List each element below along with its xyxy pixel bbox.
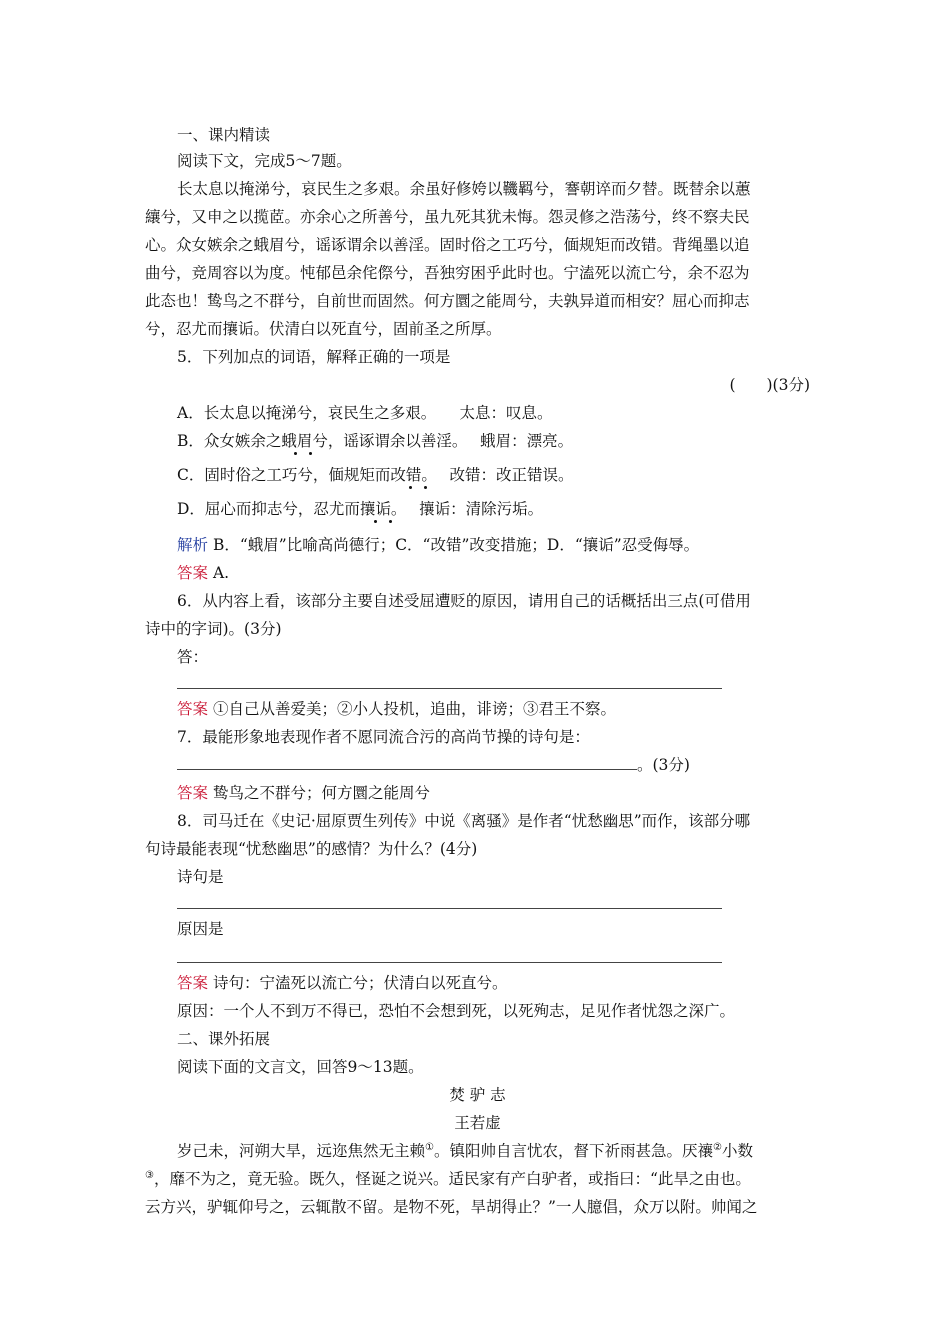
passage-line: 兮，忍尤而攘诟。伏清白以死直兮，固前圣之所厚。 bbox=[145, 320, 502, 338]
option-a: A．长太息以掩涕兮，哀民生之多艰。 太息：叹息。 bbox=[177, 404, 553, 422]
emphasis-dots bbox=[292, 452, 322, 456]
article-line: 岁己未，河朔大旱，远迩焦然无主赖①。镇阳帅自言忧农，督下祈雨甚急。厌禳②小数 bbox=[177, 1141, 753, 1160]
passage-line: 长太息以掩涕兮，哀民生之多艰。余虽好修姱以鞿羁兮，謇朝谇而夕替。既替余以蕙 bbox=[177, 180, 751, 198]
answer-line bbox=[177, 908, 722, 909]
answer-label: 答案 bbox=[177, 564, 209, 582]
instruction-2: 阅读下面的文言文，回答9～13题。 bbox=[177, 1058, 424, 1076]
answer-label: 答案 bbox=[177, 700, 209, 718]
emphasis-dots bbox=[407, 486, 437, 490]
article-author: 王若虚 bbox=[454, 1114, 501, 1132]
emphasis-dots bbox=[372, 520, 402, 524]
passage-line: 纕兮，又申之以揽茝。亦余心之所善兮，虽九死其犹未悔。怨灵修之浩荡兮，终不察夫民 bbox=[145, 208, 750, 226]
question-8-stem: 8．司马迁在《史记·屈原贾生列传》中说《离骚》是作者“忧愁幽思”而作，该部分哪 bbox=[177, 812, 751, 830]
question-8-stem-cont: 句诗最能表现“忧愁幽思”的感情？为什么？(4分) bbox=[145, 840, 478, 858]
poem-line-prompt: 诗句是 bbox=[177, 868, 224, 886]
answer-label: 答案 bbox=[177, 974, 209, 992]
answer-label: 答案 bbox=[177, 784, 209, 802]
answer-line bbox=[177, 688, 722, 689]
article-line: 云方兴，驴辄仰号之，云辄散不留。是物不死，旱胡得止？”一人臆倡，众万以附。帅闻之 bbox=[145, 1198, 758, 1216]
section2-title: 二、课外拓展 bbox=[177, 1030, 271, 1048]
question-5-answer bbox=[177, 562, 810, 584]
passage-line: 心。众女嫉余之蛾眉兮，谣诼谓余以善淫。固时俗之工巧兮，偭规矩而改错。背绳墨以追 bbox=[145, 236, 750, 254]
answer-text: 诗句：宁溘死以流亡兮；伏清白以死直兮。 bbox=[212, 974, 508, 992]
question-7-blank-line bbox=[177, 754, 810, 776]
analysis-label: 解析 bbox=[177, 536, 209, 554]
question-8-answer bbox=[177, 972, 810, 994]
footnote-marker: ③ bbox=[145, 1169, 154, 1181]
reason-prompt: 原因是 bbox=[177, 920, 224, 938]
option-b: B．众女嫉余之蛾眉兮，谣诼谓余以善淫。 蛾眉：漂亮。 bbox=[177, 432, 574, 450]
question-7-stem: 7．最能形象地表现作者不愿同流合污的高尚节操的诗句是： bbox=[177, 728, 590, 746]
section1-title: 一、课内精读 bbox=[177, 126, 271, 144]
question-6-answer bbox=[177, 698, 810, 720]
answer-text: 鸷鸟之不群兮；何方圜之能周兮 bbox=[212, 784, 430, 802]
question-5-stem: 5．下列加点的词语，解释正确的一项是 bbox=[177, 348, 451, 366]
answer-text: A. bbox=[212, 564, 230, 582]
article-line: ③，靡不为之，竟无验。既久，怪诞之说兴。适民家有产白驴者，或指曰：“此旱之由也。 bbox=[145, 1169, 751, 1188]
question-7-answer bbox=[177, 782, 810, 804]
question-6-stem: 6．从内容上看，该部分主要自述受屈遭贬的原因，请用自己的话概括出三点(可借用 bbox=[177, 592, 751, 610]
question-8-answer-reason: 原因：一个人不到万不得已，恐怕不会想到死，以死殉志，足见作者忧怨之深广。 bbox=[177, 1002, 736, 1020]
option-d: D．屈心而抑志兮，忍尤而攘诟。 攘诟：清除污垢。 bbox=[177, 500, 544, 518]
question-6-stem-cont: 诗中的字词)。(3分) bbox=[145, 620, 282, 638]
answer-blank bbox=[177, 755, 637, 770]
footnote-marker: ① bbox=[425, 1141, 434, 1153]
question-5-analysis bbox=[177, 534, 810, 556]
answer-prompt: 答： bbox=[177, 648, 209, 666]
article-title: 焚 驴 志 bbox=[449, 1086, 506, 1104]
question-5-score: ( )(3分) bbox=[729, 376, 810, 394]
instruction-1: 阅读下文，完成5～7题。 bbox=[177, 152, 352, 170]
passage-line: 此态也！鸷鸟之不群兮，自前世而固然。何方圜之能周兮，夫孰异道而相安？屈心而抑志 bbox=[145, 292, 750, 310]
footnote-marker: ② bbox=[713, 1141, 722, 1153]
passage-line: 曲兮，竞周容以为度。忳郁邑余侘傺兮，吾独穷困乎此时也。宁溘死以流亡兮，余不忍为 bbox=[145, 264, 750, 282]
answer-line bbox=[177, 962, 722, 963]
analysis-text: B．“蛾眉”比喻高尚德行；C．“改错”改变措施；D．“攘诟”忍受侮辱。 bbox=[212, 536, 700, 554]
option-c: C．固时俗之工巧兮，偭规矩而改错。 改错：改正错误。 bbox=[177, 466, 574, 484]
answer-text: ①自己从善爱美；②小人投机，追曲，诽谤；③君王不察。 bbox=[212, 700, 616, 718]
question-7-suffix: 。(3分) bbox=[637, 756, 690, 774]
